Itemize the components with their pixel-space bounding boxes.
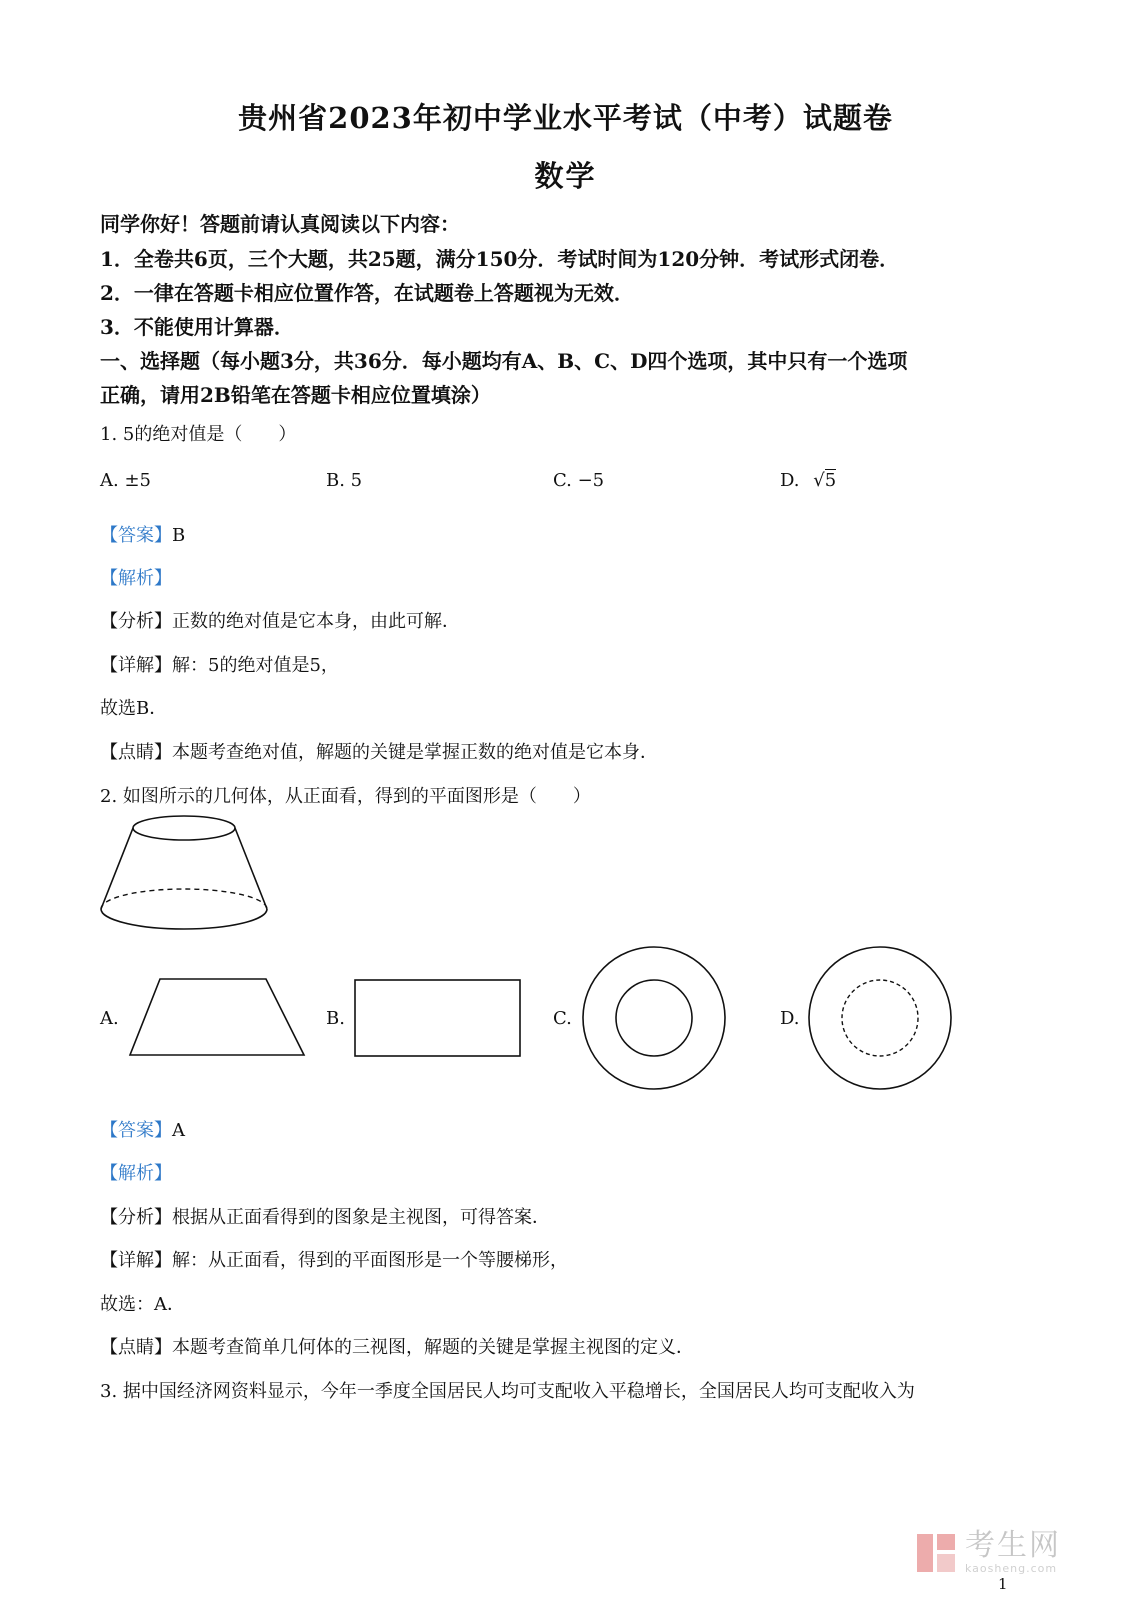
q1-guxuan: 故选B． <box>100 698 168 719</box>
section1-heading-line2: 正确，请用2B铅笔在答题卡相应位置填涂） <box>100 383 491 407</box>
kaosheng-logo-icon <box>915 1532 957 1574</box>
q2-option-c-rings <box>579 945 729 1091</box>
answer-tag: 【答案】 <box>100 1120 172 1141</box>
q1-answer <box>100 521 185 547</box>
answer-tag: 【答案】 <box>100 525 172 546</box>
watermark-name: 考生网 <box>965 1528 1061 1563</box>
watermark <box>915 1530 1061 1575</box>
q2-option-a-trapezoid <box>126 975 308 1060</box>
q3-stem: 3. 据中国经济网资料显示，今年一季度全国居民人均可支配收入平稳增长，全国居民人均可支配收入为 <box>100 1381 915 1402</box>
q1-option-a: A. ±5 <box>100 470 151 491</box>
q2-option-c-label: C. <box>553 1008 572 1029</box>
q1-stem: 1. 5的绝对值是（ ） <box>100 424 297 445</box>
q2-dianjing: 【点睛】本题考查简单几何体的三视图，解题的关键是掌握主视图的定义． <box>100 1337 694 1358</box>
sqrt-icon: √5 <box>813 470 837 491</box>
subject-title: 数学 <box>534 159 597 193</box>
q2-fenxi: 【分析】根据从正面看得到的图象是主视图，可得答案． <box>100 1207 550 1228</box>
q2-option-d-label: D. <box>780 1008 800 1029</box>
q2-option-b-rectangle <box>352 977 524 1059</box>
watermark-url: kaosheng.com <box>965 1562 1058 1575</box>
q2-guxuan: 故选：A． <box>100 1294 185 1315</box>
q2-option-d-rings <box>805 945 955 1091</box>
q1-answer-value: B <box>172 525 186 546</box>
q2-analysis-tag: 【解析】 <box>100 1163 172 1184</box>
q1-dianjing: 【点睛】本题考查绝对值，解题的关键是掌握正数的绝对值是它本身． <box>100 742 658 763</box>
q1-fenxi: 【分析】正数的绝对值是它本身，由此可解． <box>100 611 460 632</box>
q1-option-d-label: D. <box>780 470 800 491</box>
notice-item-1: 1．全卷共6页，三个大题，共25题，满分150分．考试时间为120分钟．考试形式闭卷． <box>100 247 900 271</box>
frustum-figure <box>95 812 275 937</box>
q1-option-d <box>780 470 836 491</box>
page-title: 贵州省2023年初中学业水平考试（中考）试题卷 <box>238 101 893 135</box>
q2-option-b-label: B. <box>326 1008 345 1029</box>
q2-xiangjie: 【详解】解：从正面看，得到的平面图形是一个等腰梯形， <box>100 1250 568 1271</box>
q1-analysis-tag: 【解析】 <box>100 568 172 589</box>
q1-xiangjie: 【详解】解：5的绝对值是5， <box>100 655 339 676</box>
q1-option-c: C. −5 <box>553 470 605 491</box>
q1-option-d-radicand: 5 <box>824 470 837 491</box>
q1-option-b: B. 5 <box>326 470 363 491</box>
notice-item-3: 3．不能使用计算器． <box>100 315 294 339</box>
watermark-text <box>965 1530 1061 1575</box>
q2-answer-value: A <box>172 1120 185 1141</box>
section1-heading-line1: 一、选择题（每小题3分，共36分．每小题均有A、B、C、D四个选项，其中只有一个选项 <box>100 349 908 373</box>
notice-greeting: 同学你好！答题前请认真阅读以下内容： <box>100 212 460 236</box>
q2-stem: 2. 如图所示的几何体，从正面看，得到的平面图形是（ ） <box>100 786 591 807</box>
q2-answer <box>100 1116 185 1142</box>
q2-option-a-label: A. <box>100 1008 119 1029</box>
page-number: 1 <box>998 1575 1008 1593</box>
notice-item-2: 2．一律在答题卡相应位置作答，在试题卷上答题视为无效． <box>100 281 634 305</box>
